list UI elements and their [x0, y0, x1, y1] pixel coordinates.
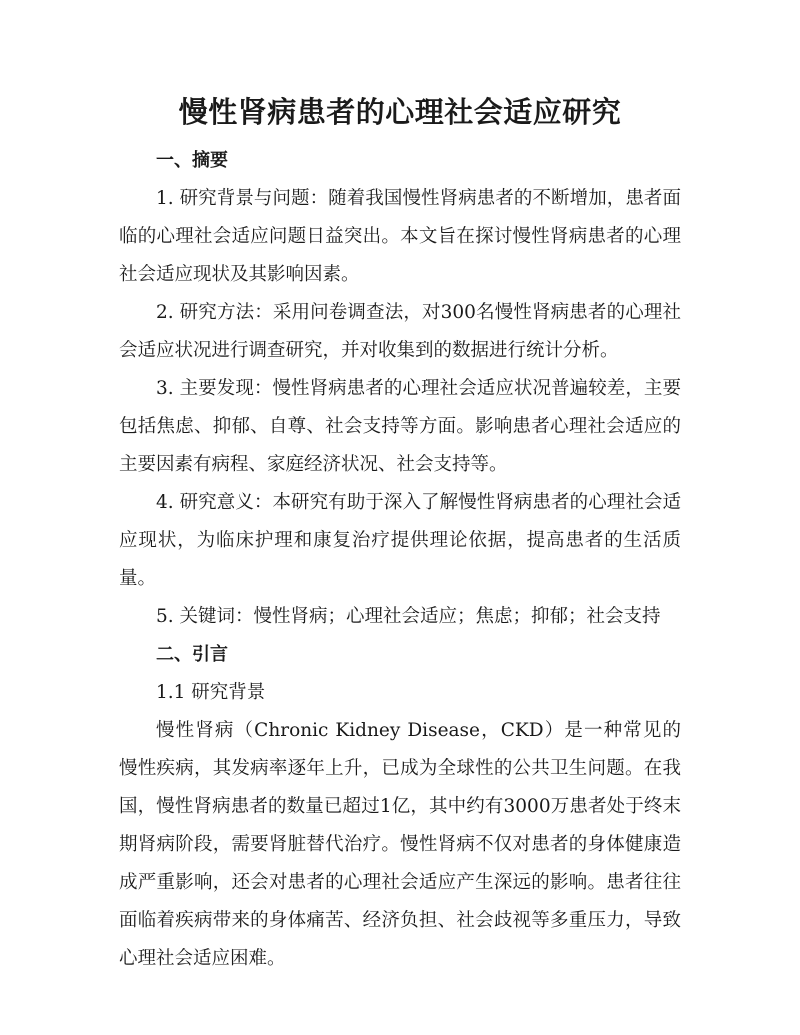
document-title: 慢性肾病患者的心理社会适应研究 — [178, 95, 622, 129]
abstract-item-significance: 4. 研究意义：本研究有助于深入了解慢性肾病患者的心理社会适应现状，为临床护理和康复治疗提供理论依据，提高患者的生活质量。 — [119, 492, 681, 589]
abstract-item-background: 1. 研究背景与问题：随着我国慢性肾病患者的不断增加，患者面临的心理社会适应问题日益突出。本文旨在探讨慢性肾病患者的心理社会适应现状及其影响因素。 — [119, 188, 681, 285]
abstract-item-findings: 3. 主要发现：慢性肾病患者的心理社会适应状况普遍较差，主要包括焦虑、抑郁、自尊、社会支持等方面。影响患者心理社会适应的主要因素有病程、家庭经济状况、社会支持等。 — [119, 378, 681, 475]
intro-subheading: 1.1 研究背景 — [156, 682, 266, 703]
abstract-heading: 一、摘要 — [156, 150, 228, 171]
intro-paragraph: 慢性肾病（Chronic Kidney Disease，CKD）是一种常见的慢性疾病，其发病率逐年上升，已成为全球性的公共卫生问题。在我国，慢性肾病患者的数量已超过1亿，其中约有3000万患者处于终末期肾病阶段，需要肾脏替代治疗。慢性肾病不仅对患者的身体健康造成严重影响，还会对患者的心理社会适应产生深远的影响。患者往往面临着疾病带来的身体痛苦、经济负担、社会歧视等多重压力，导致心理社会适应困难。 — [119, 720, 681, 969]
intro-heading: 二、引言 — [156, 644, 228, 665]
document-body — [119, 142, 681, 978]
abstract-item-method: 2. 研究方法：采用问卷调查法，对300名慢性肾病患者的心理社会适应状况进行调查研究，并对收集到的数据进行统计分析。 — [119, 302, 681, 361]
abstract-item-keywords: 5. 关键词：慢性肾病；心理社会适应；焦虑；抑郁；社会支持 — [156, 606, 661, 627]
